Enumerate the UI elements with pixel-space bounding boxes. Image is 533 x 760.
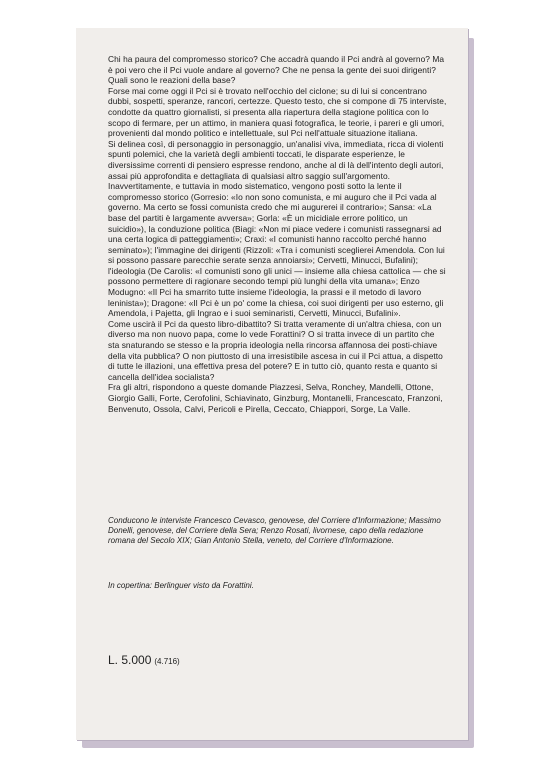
back-cover <box>76 28 468 740</box>
blurb-paragraph-5: Fra gli altri, rispondono a queste domande Piazzesi, Selva, Ronchey, Mandelli, Ottone, Giorgio Galli, Forte, Cerofolini, Schiavinato, Ginzburg, Montanelli, Francescato, Franzoni, Benvenuto, Ossola, Calvi, Pericoli e Pirella, Ceccato, Chiappori, Sorge, La Valle. <box>108 382 443 414</box>
interviewer-credits: Conducono le interviste Francesco Cevasco, genovese, del Corriere d'Informazione; Massimo Donelli, genovese, del Corriere della Sera; Renzo Rosati, livornese, capo della redazione romana del Secolo XIX; Gian Antonio Stella, veneto, del Corriere d'Informazione. <box>108 516 441 546</box>
price-label <box>108 651 180 669</box>
blurb-paragraph-1: Chi ha paura del compromesso storico? Che accadrà quando il Pci andrà al governo? Ma è poi vero che il Pci vuole andare al governo? Che ne pensa la gente dei suoi dirigenti? Quali sono le reazioni della base? <box>108 54 445 86</box>
blurb-paragraph-3: Si delinea così, di personaggio in personaggio, un'analisi viva, immediata, ricca di violenti spunti polemici, che la varietà degli ambienti toccati, le disparate esperienze, le diversissime correnti di pensiero espresse rendono, anche al di là dell'intento degli autori, assai più approfondita e dettagliata di qualsiasi altro saggio sull'argomento. Inavvertitamente, e tuttavia in modo sistematico, vengono posti sotto la lente il compromesso storico (Gorresio: «Io non sono comunista, e mi auguro che il Pci vada al governo. Ma certo se fossi comunista credo che mi augurerei il contrario»; Sansa: «La base del partiti è largamente avversa»; Gorla: «È un micidiale errore politico, un suicidio»), la conduzione politica (Biagi: «Non mi piace vedere i comunisti rassegnarsi ad una certa logica di patteggiamenti»; Craxi: «I comunisti hanno raccolto perché hanno seminato»); l'immagine dei dirigenti (Rizzoli: «Tra i comunisti sceglierei Amendola. Con lui si possono passare parecchie serate senza annoiarsi»; Cervetti, Minucci, Bufalini); l'ideologia (De Carolis: «I comunisti sono gli unici — insieme alla chiesa cattolica — che si possono permettere di ragionare secondo tempi più lunghi della vita umana»; Enzo Modugno: «Il Pci ha smarrito tutte insieme l'ideologia, la prassi e il metodo di lavoro leninista»); Dragone: «Il Pci è un po' come la chiesa, coi suoi dirigenti per uso esterno, gli Amendola, i Pajetta, gli Ingrao e i suoi seminaristi, Cervetti, Minucci, Bufalini». <box>108 138 446 319</box>
blurb-paragraph-2: Forse mai come oggi il Pci si è trovato nell'occhio del ciclone; su di lui si concentrano dubbi, sospetti, speranze, rancori, certezze. Questo testo, che si compone di 75 interviste, condotte da quattro giornalisti, si presenta alla riapertura della stagione politica con lo scopo di fermare, per un attimo, in maniera quasi fotografica, le teorie, i pareri e gli umori, provenienti dal mondo politico e intellettuale, sul Pci nell'attuale situazione italiana. <box>108 85 447 139</box>
blurb-text <box>108 54 448 414</box>
blurb-paragraph-4: Come uscirà il Pci da questo libro-dibattito? Si tratta veramente di un'altra chiesa, con un diverso ma non nuovo papa, come lo vede Forattini? O si tratta invece di un partito che sta snaturando se stesso e la propria ideologia nella rincorsa affannosa dei posti-chiave della vita pubblica? O non piuttosto di una irresistibile ascesa in cui il Pci attua, a dispetto di tutte le illazioni, una effettiva presa del potere? E in tutto ciò, quanto resta e quanto si cancella dell'idea socialista? <box>108 318 443 382</box>
price-sub: (4.716) <box>154 657 180 666</box>
price-main: L. 5.000 <box>108 653 152 667</box>
cover-illustration-note: In copertina: Berlinguer visto da Forattini. <box>108 581 254 590</box>
